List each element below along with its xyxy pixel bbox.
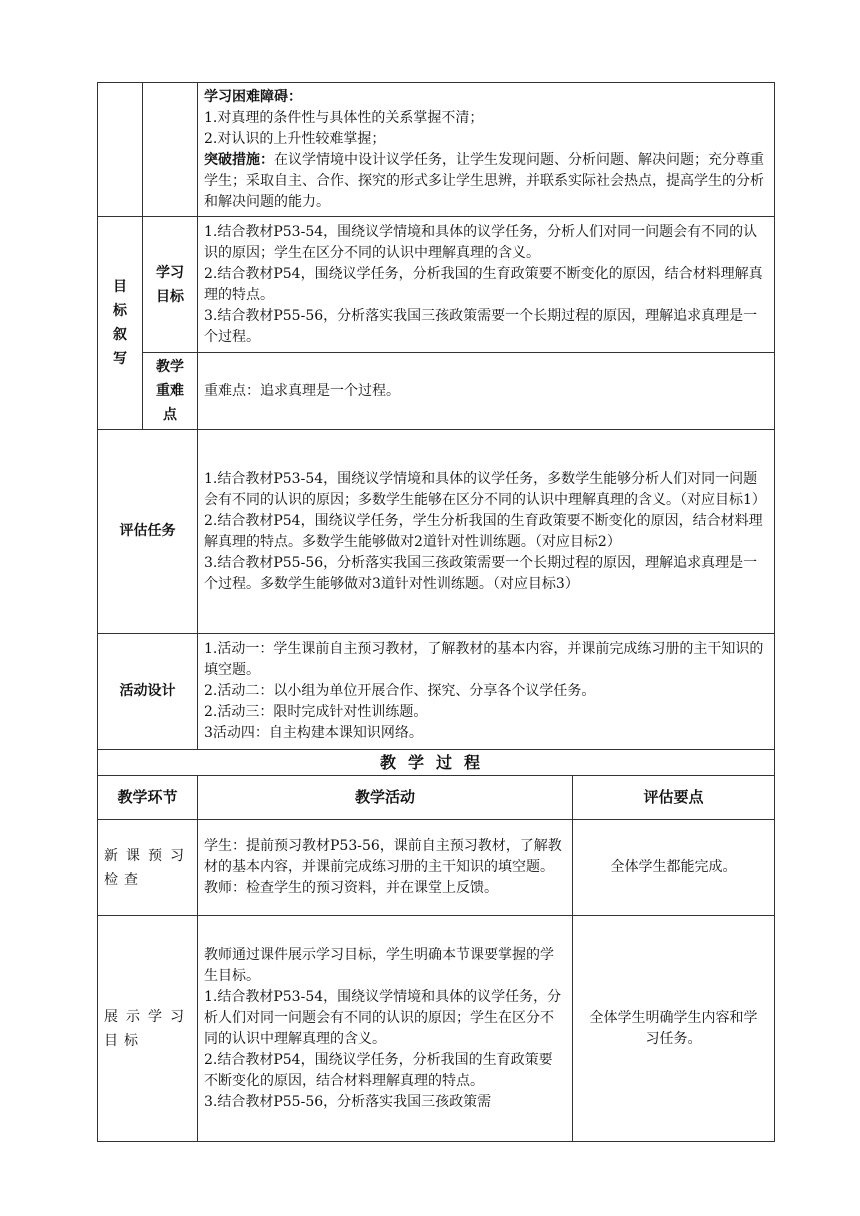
assessment-item: 1.结合教材P53-54，围绕议学情境和具体的议学任务，多数学生能够分析人们对同一问题会有不同的认识的原因；多数学生能够在区分不同的认识中理解真理的含义。（对应目标1） <box>204 470 766 508</box>
activity-detail: 3.结合教材P55-56，分析落实我国三孩政策需 <box>204 1093 492 1110</box>
difficulty-title: 学习困难障碍： <box>204 88 302 105</box>
learning-goal-row <box>98 217 775 353</box>
key-point-cell: 重难点：追求真理是一个过程。 <box>198 353 775 430</box>
activity-detail: 学生：提前预习教材P53-56，课前自主预习教材，了解教材的基本内容，并课前完成练习册的主干知识的填空题。 <box>204 838 562 875</box>
process-row <box>98 820 775 916</box>
assessment-item: 3.结合教材P55-56，分析落实我国三孩政策需要一个长期过程的原因，理解追求真理是一个过程。多数学生能够做对3道针对性训练题。（对应目标3） <box>204 554 758 592</box>
activity-item: 1.活动一：学生课前自主预习教材，了解教材的基本内容，并课前完成练习册的主干知识的填空题。 <box>204 641 764 678</box>
learning-goal-item: 1.结合教材P53-54，围绕议学情境和具体的议学任务，分析人们对同一问题会有不同的认识的原因；学生在区分不同的认识中理解真理的含义。 <box>204 223 758 261</box>
difficulty-row <box>98 83 775 217</box>
assessment-label: 评估任务 <box>98 430 198 634</box>
learning-goal-item: 3.结合教材P55-56，分析落实我国三孩政策需要一个长期过程的原因，理解追求真理是一个过程。 <box>204 307 758 345</box>
activity-detail: 教师：检查学生的预习资料，并在课堂上反馈。 <box>204 880 498 896</box>
process-header-row <box>98 776 775 820</box>
process-row <box>98 916 775 1142</box>
assessment-item: 2.结合教材P54，围绕议学任务，学生分析我国的生育政策要不断变化的原因，结合材料理解真理的特点。多数学生能够做对2道针对性训练题。（对应目标2） <box>204 512 763 550</box>
key-point-row <box>98 353 775 430</box>
learning-goal-item: 2.结合教材P54，围绕议学任务，分析我国的生育政策要不断变化的原因，结合材料理解真理的特点。 <box>204 265 763 303</box>
difficulty-cell <box>198 83 775 217</box>
activity-detail: 2.结合教材P54，围绕议学任务，分析我国的生育政策要不断变化的原因，结合材料理解真理的特点。 <box>204 1051 553 1089</box>
phase-cell: 新课预习检查 <box>98 820 198 916</box>
activity-detail-cell <box>198 916 573 1142</box>
evaluation-point: 全体学生都能完成。 <box>573 820 775 916</box>
phase-cell: 展示学习目标 <box>98 916 198 1142</box>
difficulty-item: 1.对真理的条件性与具体性的关系掌握不清； <box>204 109 484 126</box>
header-activity: 教学活动 <box>198 776 573 820</box>
learning-goal-label: 学习目标 <box>143 217 198 353</box>
process-title-row <box>98 750 775 776</box>
activity-detail: 教师通过课件展示学习目标，学生明确本节课要掌握的学生目标。 <box>204 946 554 984</box>
activity-item: 2.活动三：限时完成针对性训练题。 <box>204 704 428 720</box>
lesson-plan-table <box>97 82 775 1142</box>
measure-text: 在议学情境中设计议学任务，让学生发现问题、分析问题、解决问题；充分尊重学生；采取自主、合作、探究的形式多让学生思辨，并联系实际社会热点，提高学生的分析和解决问题的能力。 <box>204 151 764 210</box>
activity-item: 2.活动二：以小组为单位开展合作、探究、分享各个议学任务。 <box>204 683 596 699</box>
assessment-row <box>98 430 775 634</box>
learning-goal-cell <box>198 217 775 353</box>
difficulty-item: 2.对认识的上升性较难掌握； <box>204 130 386 147</box>
activity-item: 3活动四：自主构建本课知识网络。 <box>204 725 423 741</box>
header-point: 评估要点 <box>573 776 775 820</box>
blank-cell <box>98 83 143 217</box>
activity-detail: 1.结合教材P53-54，围绕议学情境和具体的议学任务，分析人们对同一问题会有不同的认识的原因；学生在区分不同的认识中理解真理的含义。 <box>204 988 562 1047</box>
activity-row <box>98 634 775 750</box>
blank-cell <box>143 83 198 217</box>
header-phase: 教学环节 <box>98 776 198 820</box>
evaluation-point: 全体学生明确学生内容和学习任务。 <box>573 916 775 1142</box>
measure-label: 突破措施： <box>204 151 274 168</box>
goal-section-label: 目标叙写 <box>98 217 143 430</box>
activity-detail-cell <box>198 820 573 916</box>
assessment-cell <box>198 430 775 634</box>
activity-cell <box>198 634 775 750</box>
process-title: 教学过程 <box>98 750 775 776</box>
key-point-label: 教学重难点 <box>143 353 198 430</box>
activity-label: 活动设计 <box>98 634 198 750</box>
